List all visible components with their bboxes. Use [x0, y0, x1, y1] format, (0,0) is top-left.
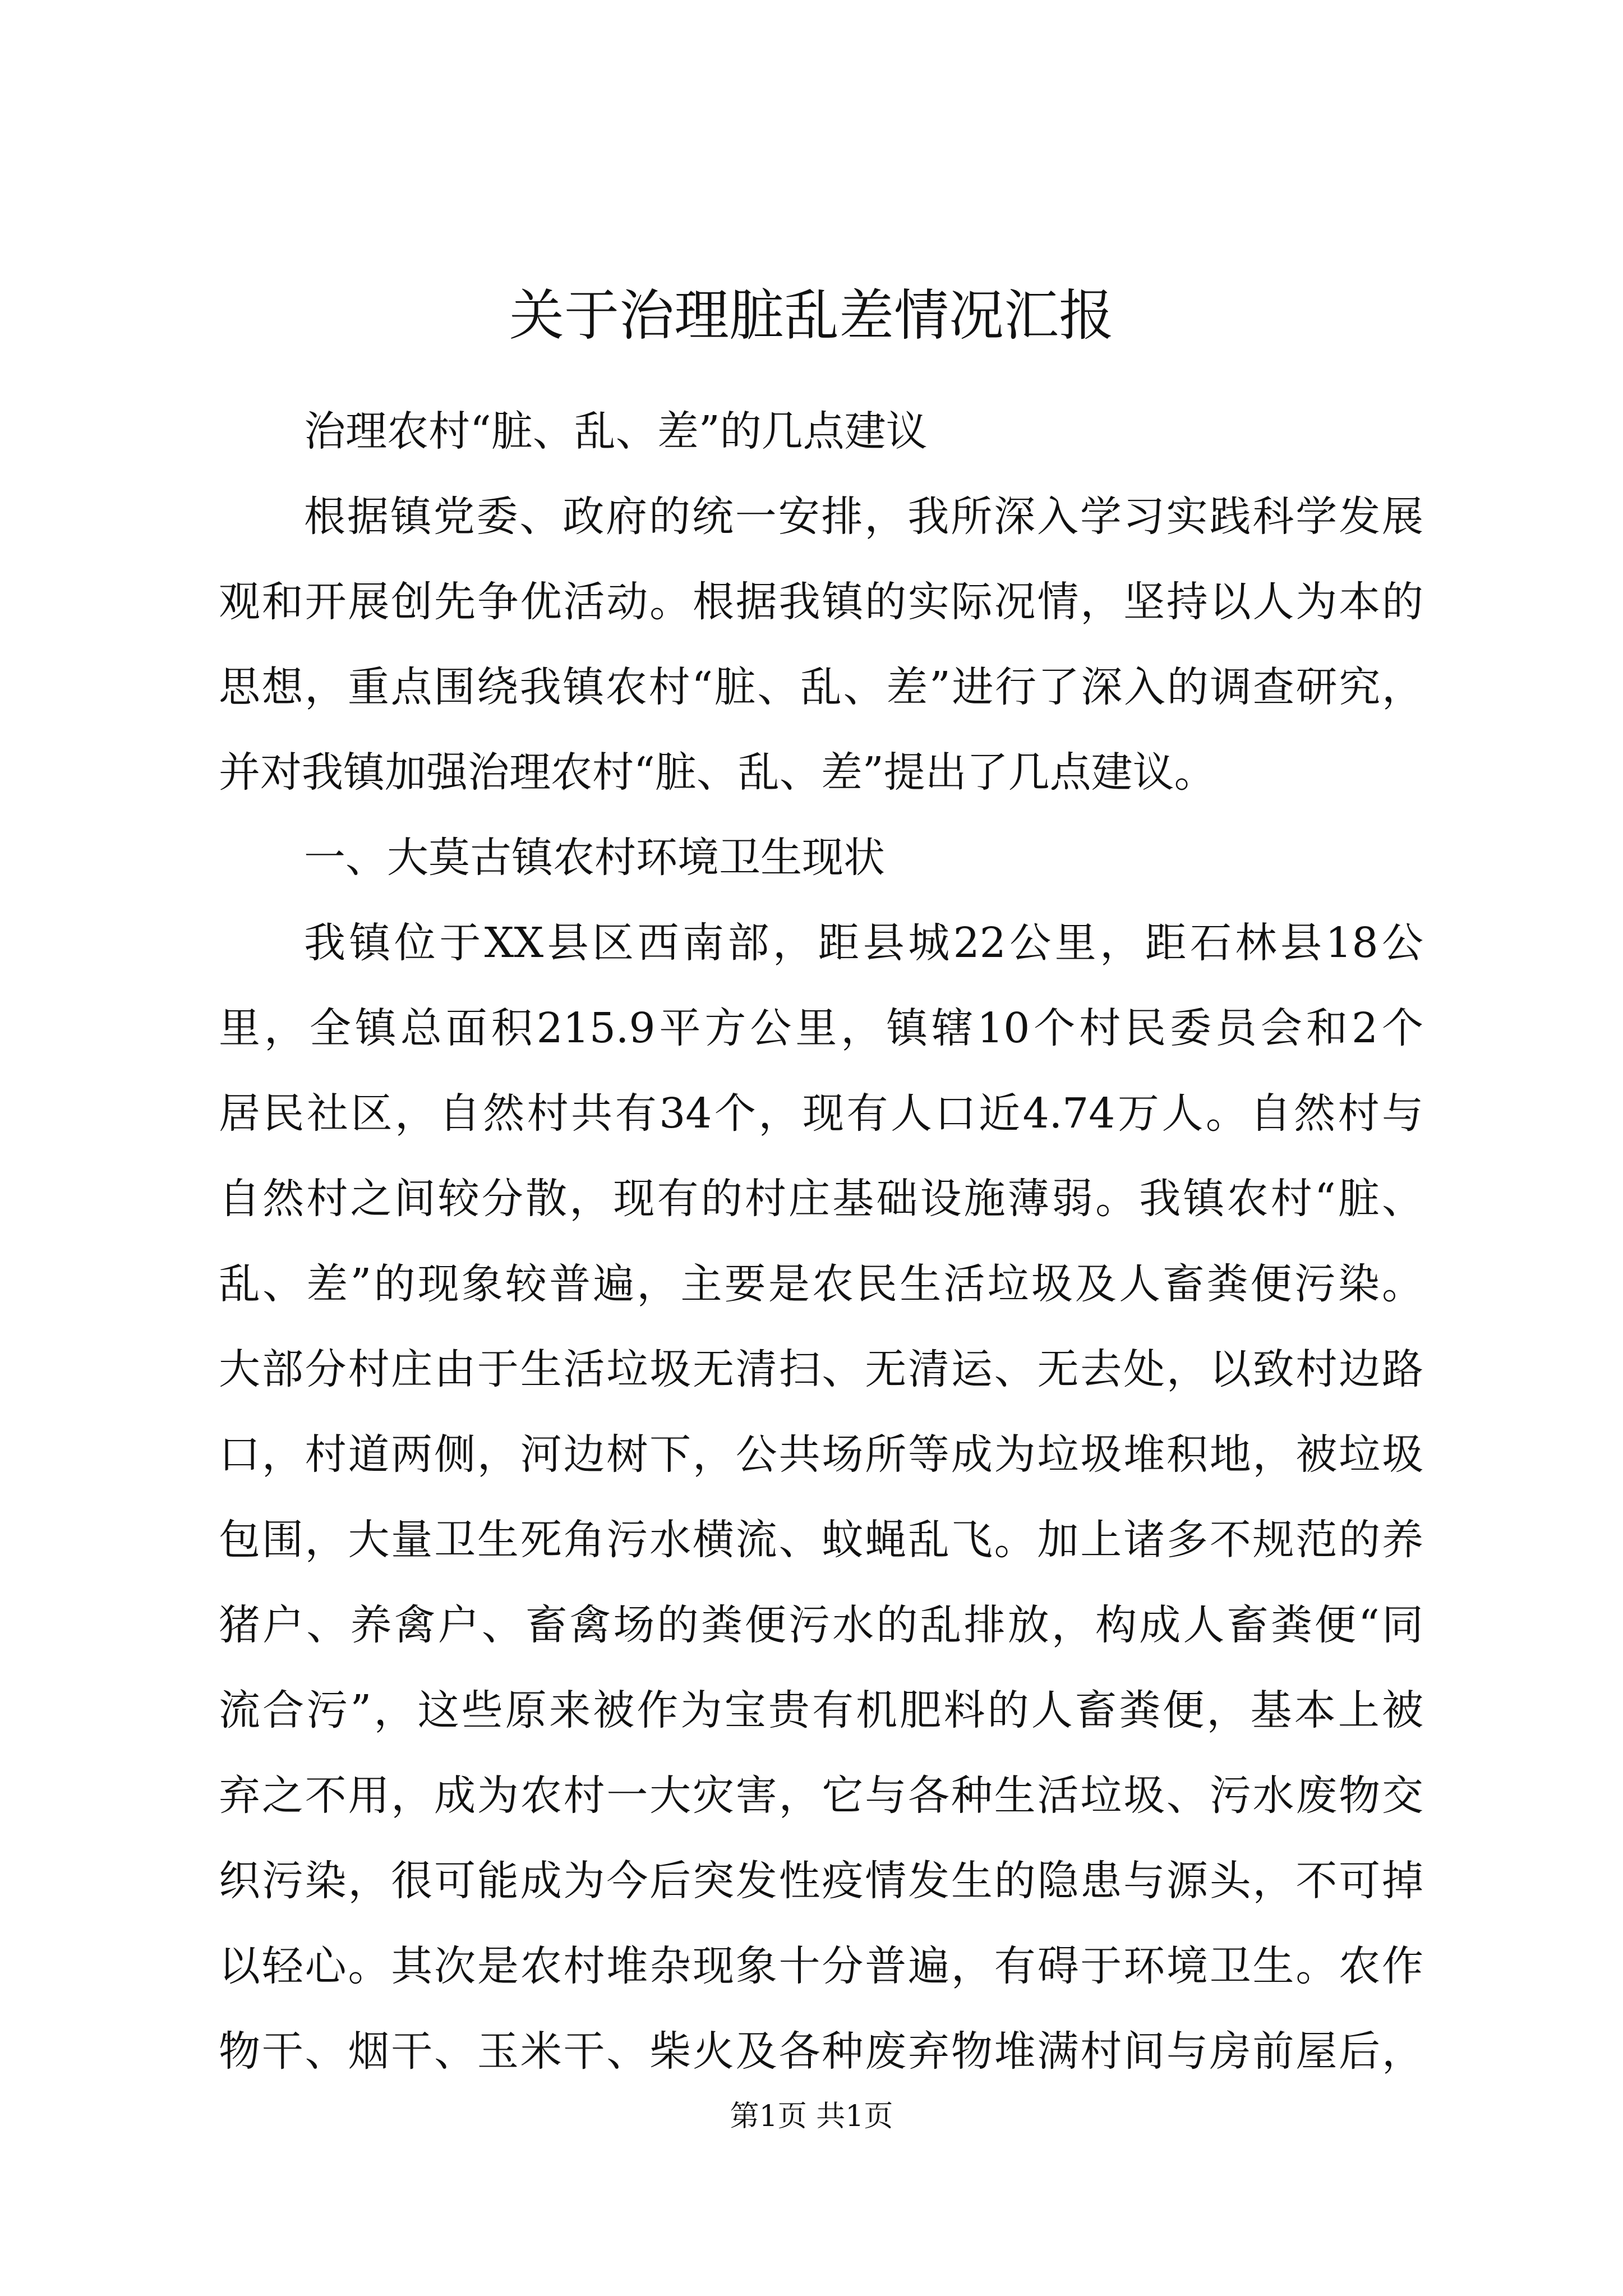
document-body	[219, 389, 1423, 2094]
document-title: 关于治理脏乱差情况汇报	[509, 284, 1114, 348]
paragraph-line: 根据镇党委、政府的统一安排，我所深入学习实践科学发展	[304, 493, 1423, 541]
intro-paragraph	[219, 474, 1423, 815]
paragraph-line: 物干、烟干、玉米干、柴火及各种废弃物堆满村间与房前屋后，	[219, 2027, 1423, 2076]
paragraph-line: 口，村道两侧，河边树下，公共场所等成为垃圾堆积地，被垃圾	[219, 1430, 1423, 1479]
subtitle-line: 治理农村“脏、乱、差”的几点建议	[304, 407, 928, 455]
paragraph-line: 乱、差”的现象较普遍，主要是农民生活垃圾及人畜粪便污染。	[219, 1260, 1423, 1308]
page-footer: 第1页 共1页	[730, 2100, 893, 2133]
paragraph-line: 流合污”，这些原来被作为宝贵有机肥料的人畜粪便，基本上被	[219, 1686, 1423, 1734]
paragraph-line: 包围，大量卫生死角污水横流、蚊蝇乱飞。加上诸多不规范的养	[219, 1516, 1423, 1564]
paragraph-line: 并对我镇加强治理农村“脏、乱、差”提出了几点建议。	[219, 748, 1216, 797]
paragraph-line: 观和开展创先争优活动。根据我镇的实际况情，坚持以人为本的	[219, 578, 1423, 626]
paragraph-line: 弃之不用，成为农村一大灾害，它与各种生活垃圾、污水废物交	[219, 1772, 1423, 1820]
section-heading: 一、大莫古镇农村环境卫生现状	[304, 834, 885, 882]
paragraph-line: 织污染，很可能成为今后突发性疫情发生的隐患与源头，不可掉	[219, 1857, 1423, 1905]
paragraph-line: 里，全镇总面积215.9平方公里，镇辖10个村民委员会和2个	[219, 1004, 1423, 1052]
section-paragraph	[219, 900, 1423, 2094]
paragraph-line: 思想，重点围绕我镇农村“脏、乱、差”进行了深入的调查研究，	[219, 663, 1423, 711]
paragraph-line: 大部分村庄由于生活垃圾无清扫、无清运、无去处，以致村边路	[219, 1345, 1423, 1393]
paragraph-line: 居民社区，自然村共有34个，现有人口近4.74万人。自然村与	[219, 1089, 1423, 1138]
paragraph-line: 我镇位于XX县区西南部，距县城22公里，距石林县18公	[304, 919, 1423, 967]
paragraph-line: 以轻心。其次是农村堆杂现象十分普遍，有碍于环境卫生。农作	[219, 1942, 1423, 1990]
paragraph-line: 猪户、养禽户、畜禽场的粪便污水的乱排放，构成人畜粪便“同	[219, 1601, 1423, 1649]
paragraph-line: 自然村之间较分散，现有的村庄基础设施薄弱。我镇农村“脏、	[219, 1175, 1423, 1223]
